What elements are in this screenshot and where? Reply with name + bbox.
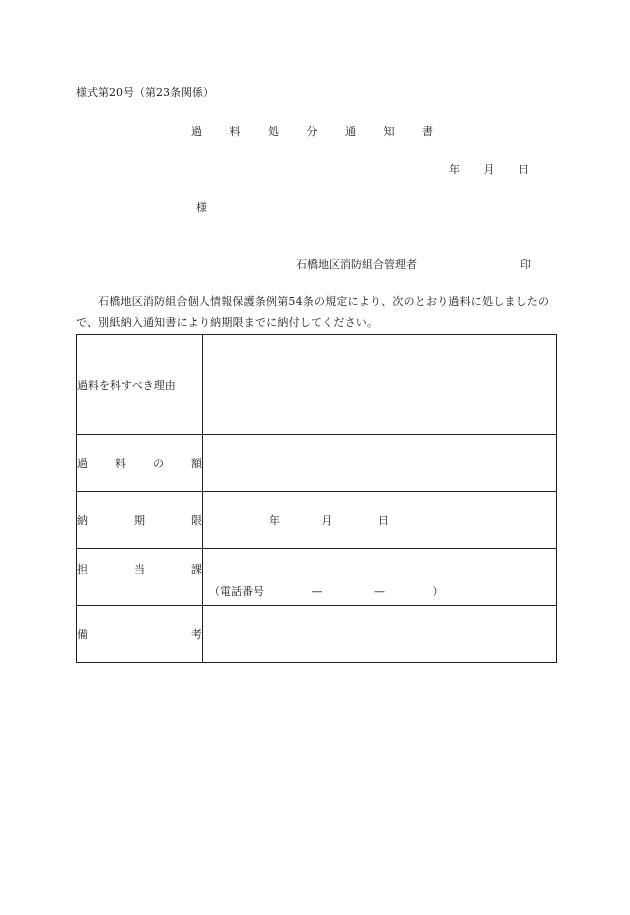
penalty-details-table (76, 334, 557, 663)
reason-label: 過料を科すべき理由 (77, 335, 203, 435)
amount-value-field (203, 435, 557, 492)
amount-label: 過 料 の 額 (77, 435, 203, 492)
table-row-amount (77, 435, 557, 492)
table-row-department (77, 549, 557, 606)
notes-value-field (203, 606, 557, 663)
date-day-label: 日 (518, 163, 529, 176)
department-label: 担 当 課 (77, 549, 203, 606)
form-number: 様式第20号（第23条関係） (76, 86, 214, 99)
issuer-name: 石橋地区消防組合管理者 (296, 258, 417, 271)
addressee-suffix: 様 (196, 201, 207, 214)
date-year-label: 年 (449, 163, 460, 176)
deadline-year-label: 年 (269, 514, 280, 527)
deadline-month-label: 月 (321, 514, 333, 527)
deadline-day-label: 日 (378, 514, 389, 527)
phone-number-line: （電話番号 — — ） (209, 585, 444, 598)
issue-date-line (449, 161, 529, 177)
issuer-seal-mark: 印 (520, 258, 531, 271)
table-row-deadline (77, 492, 557, 549)
reason-value-field (203, 335, 557, 435)
deadline-label: 納 期 限 (77, 492, 203, 549)
document-title: 過 料 処 分 通 知 書 (191, 125, 445, 138)
table-row-notes (77, 606, 557, 663)
deadline-value-field (203, 492, 557, 549)
table-row-reason (77, 335, 557, 435)
date-month-label: 月 (483, 163, 495, 176)
department-value-field (203, 549, 557, 606)
notes-label: 備 考 (77, 606, 203, 663)
notice-body-text: 石橋地区消防組合個人情報保護条例第54条の規定により、次のとおり過料に処しましたので、別紙納入通知書により納期限までに納付してください。 (76, 295, 550, 329)
